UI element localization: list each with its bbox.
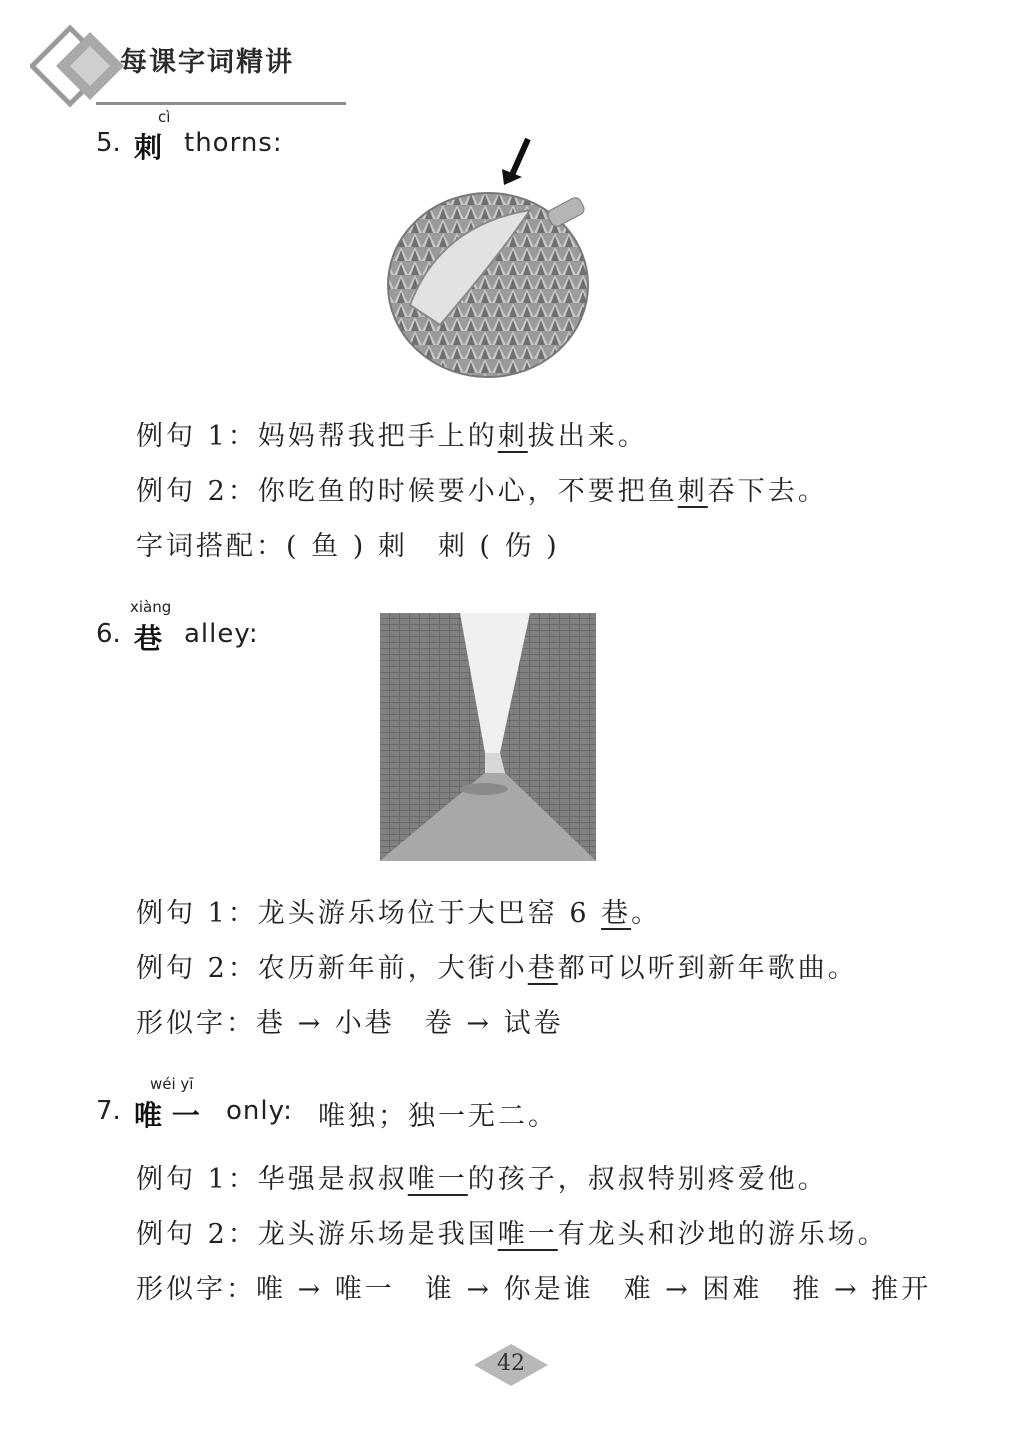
page-title: 每课字词精讲 xyxy=(120,47,294,78)
entry-number: 5. xyxy=(96,128,121,158)
example-sentence-2: 例句 2：农历新年前，大街小巷都可以听到新年歌曲。 xyxy=(136,953,858,984)
similar-characters: 形似字：唯 → 唯一 谁 → 你是谁 难 → 困难 推 → 推开 xyxy=(136,1274,932,1305)
entry-english: only: xyxy=(226,1096,293,1126)
durian-photo-icon xyxy=(380,135,600,385)
entry-number: 7. xyxy=(96,1096,121,1126)
entry-number: 6. xyxy=(96,619,121,649)
pinyin: wéi yī xyxy=(150,1075,194,1093)
entry-definition: 唯独；独一无二。 xyxy=(318,1101,558,1132)
entry-english: alley: xyxy=(184,619,259,649)
entry-word: 唯 一 xyxy=(134,1099,200,1132)
example-sentence-1: 例句 1：华强是叔叔唯一的孩子，叔叔特别疼爱他。 xyxy=(136,1164,828,1195)
pinyin: cì xyxy=(158,108,171,126)
example-sentence-2: 例句 2：你吃鱼的时候要小心，不要把鱼刺吞下去。 xyxy=(136,476,828,507)
similar-characters: 形似字：巷 → 小巷 卷 → 试卷 xyxy=(136,1008,564,1039)
word-collocation: 字词搭配：( 鱼 ) 刺 刺 ( 伤 ) xyxy=(136,531,560,562)
header-underline xyxy=(96,102,346,105)
example-sentence-1: 例句 1：妈妈帮我把手上的刺拔出来。 xyxy=(136,421,648,452)
entry-english: thorns: xyxy=(184,128,283,158)
page-number: 42 xyxy=(497,1351,525,1376)
example-sentence-2: 例句 2：龙头游乐场是我国唯一有龙头和沙地的游乐场。 xyxy=(136,1219,888,1250)
alley-photo-icon xyxy=(380,613,596,861)
pinyin: xiàng xyxy=(130,598,172,616)
example-sentence-1: 例句 1：龙头游乐场位于大巴窑 6 巷。 xyxy=(136,898,662,929)
entry-word: 刺 xyxy=(134,131,163,164)
entry-word: 巷 xyxy=(134,622,163,655)
